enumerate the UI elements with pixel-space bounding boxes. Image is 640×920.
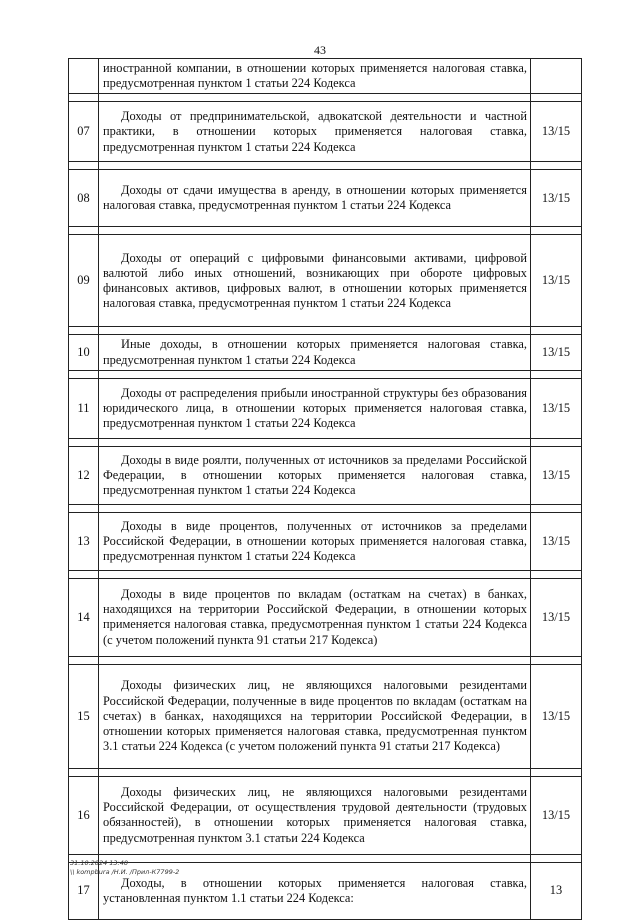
- income-code-cell: 13: [69, 512, 99, 570]
- income-description-cell: Доходы от предпринимательской, адвокатской деятельности и частной практики, в отношении которых применяется налоговая ставка, предусмотренная пунктом 1 статьи 224 Кодекса: [99, 102, 531, 162]
- income-code-cell: 12: [69, 446, 99, 504]
- spacer-cell: [99, 162, 531, 170]
- row-spacer: [69, 162, 582, 170]
- spacer-cell: [99, 504, 531, 512]
- spacer-cell: [69, 504, 99, 512]
- tax-rate-cell: 13/15: [531, 102, 582, 162]
- income-description-cell: Доходы от сдачи имущества в аренду, в отношении которых применяется налоговая ставка, предусмотренная пунктом 1 статьи 224 Кодекса: [99, 170, 531, 227]
- income-code-cell: 10: [69, 335, 99, 370]
- spacer-cell: [69, 656, 99, 664]
- spacer-cell: [99, 327, 531, 335]
- row-spacer: [69, 327, 582, 335]
- tax-rate-cell: 13/15: [531, 578, 582, 656]
- income-code-cell: 14: [69, 578, 99, 656]
- tax-rate-cell: [531, 59, 582, 94]
- income-code-cell: 07: [69, 102, 99, 162]
- income-description-cell: Доходы в виде роялти, полученных от источников за пределами Российской Федерации, в отношении которых применяется налоговая ставка, предусмотренная пунктом 1 статьи 224 Кодекса: [99, 446, 531, 504]
- tax-rate-cell: 13/15: [531, 335, 582, 370]
- spacer-cell: [531, 656, 582, 664]
- spacer-cell: [531, 370, 582, 378]
- spacer-cell: [99, 570, 531, 578]
- table-row: [69, 664, 582, 768]
- tax-rate-cell: 13/15: [531, 512, 582, 570]
- spacer-cell: [531, 327, 582, 335]
- row-spacer: [69, 227, 582, 235]
- income-code-cell: 08: [69, 170, 99, 227]
- footer-signature: \\ kompbura /Н.И. /Прил-К7799-2: [70, 868, 180, 876]
- table-row: [69, 512, 582, 570]
- spacer-cell: [99, 370, 531, 378]
- table-row: [69, 102, 582, 162]
- row-spacer: [69, 370, 582, 378]
- spacer-cell: [99, 656, 531, 664]
- table-row: [69, 378, 582, 438]
- spacer-cell: [69, 438, 99, 446]
- table-row: [69, 578, 582, 656]
- spacer-cell: [531, 570, 582, 578]
- income-description-cell: Доходы в виде процентов по вкладам (остаткам на счетах) в банках, находящихся на территории Российской Федерации, в отношении которых применяется налоговая ставка, предусмотренная пунктом 1 статьи 224 Кодекса (с учетом положений пункта 91 статьи 217 Кодекса): [99, 578, 531, 656]
- income-codes-table: [68, 58, 582, 920]
- tax-rate-cell: 13/15: [531, 235, 582, 327]
- income-description-cell: Доходы от распределения прибыли иностранной структуры без образования юридического лица, в отношении которых применяется налоговая ставка, предусмотренная пунктом 1 статьи 224 Кодекса: [99, 378, 531, 438]
- income-description-cell: Доходы физических лиц, не являющихся налоговыми резидентами Российской Федерации, от осуществления трудовой деятельности (трудовых обязанностей), в отношении которых применяется налоговая ставка, предусмотренная пунктом 3.1 статьи 224 Кодекса: [99, 776, 531, 854]
- table-row: [69, 170, 582, 227]
- income-description-cell: Доходы, в отношении которых применяется налоговая ставка, установленная пунктом 1.1 статьи 224 Кодекса:: [99, 862, 531, 919]
- spacer-cell: [99, 768, 531, 776]
- tax-rate-cell: 13/15: [531, 446, 582, 504]
- spacer-cell: [531, 854, 582, 862]
- row-spacer: [69, 94, 582, 102]
- income-code-cell: 15: [69, 664, 99, 768]
- spacer-cell: [69, 327, 99, 335]
- table-row: [69, 776, 582, 854]
- spacer-cell: [99, 94, 531, 102]
- tax-rate-cell: 13: [531, 862, 582, 919]
- income-description-cell: иностранной компании, в отношении которых применяется налоговая ставка, предусмотренная пунктом 1 статьи 224 Кодекса: [99, 59, 531, 94]
- spacer-cell: [531, 94, 582, 102]
- row-spacer: [69, 504, 582, 512]
- page-number: 43: [314, 43, 326, 57]
- spacer-cell: [531, 438, 582, 446]
- income-description-cell: Доходы от операций с цифровыми финансовыми активами, цифровой валютой либо иных отношений, возникающих при обороте цифровых финансовых активов, цифровых валют, в отношении которых применяется налоговая ставка, предусмотренная пунктом 1 статьи 224 Кодекса: [99, 235, 531, 327]
- table-row: [69, 335, 582, 370]
- spacer-cell: [531, 162, 582, 170]
- spacer-cell: [99, 227, 531, 235]
- spacer-cell: [69, 570, 99, 578]
- spacer-cell: [531, 504, 582, 512]
- spacer-cell: [69, 227, 99, 235]
- table-body: [69, 59, 582, 920]
- tax-rate-cell: 13/15: [531, 664, 582, 768]
- table-row: [69, 235, 582, 327]
- spacer-cell: [69, 768, 99, 776]
- document-footer: [70, 859, 179, 877]
- income-description-cell: Доходы в виде процентов, полученных от источников за пределами Российской Федерации, в отношении которых применяется налоговая ставка, предусмотренная пунктом 1 статьи 224 Кодекса: [99, 512, 531, 570]
- income-code-cell: 11: [69, 378, 99, 438]
- tax-rate-cell: 13/15: [531, 378, 582, 438]
- table-row: [69, 446, 582, 504]
- income-code-cell: [69, 59, 99, 94]
- row-spacer: [69, 656, 582, 664]
- income-description-cell: Иные доходы, в отношении которых применяется налоговая ставка, предусмотренная пунктом 1 статьи 224 Кодекса: [99, 335, 531, 370]
- spacer-cell: [531, 768, 582, 776]
- income-description-cell: Доходы физических лиц, не являющихся налоговыми резидентами Российской Федерации, полученные в виде процентов по вкладам (остаткам на счетах) в банках, находящихся на территории Российской Федерации, в отношении которых применяется налоговая ставка, предусмотренная пунктом 3.1 статьи 224 Кодекса (с учетом положений пункта 91 статьи 217 Кодекса): [99, 664, 531, 768]
- income-code-cell: 16: [69, 776, 99, 854]
- row-spacer: [69, 570, 582, 578]
- spacer-cell: [69, 370, 99, 378]
- spacer-cell: [99, 438, 531, 446]
- tax-rate-cell: 13/15: [531, 170, 582, 227]
- row-spacer: [69, 768, 582, 776]
- table-row: [69, 59, 582, 94]
- income-code-cell: 09: [69, 235, 99, 327]
- spacer-cell: [69, 94, 99, 102]
- row-spacer: [69, 438, 582, 446]
- tax-rate-cell: 13/15: [531, 776, 582, 854]
- spacer-cell: [69, 162, 99, 170]
- footer-timestamp: 31.10.2024 13:40: [70, 859, 129, 867]
- spacer-cell: [531, 227, 582, 235]
- income-code-cell: 17: [69, 862, 99, 919]
